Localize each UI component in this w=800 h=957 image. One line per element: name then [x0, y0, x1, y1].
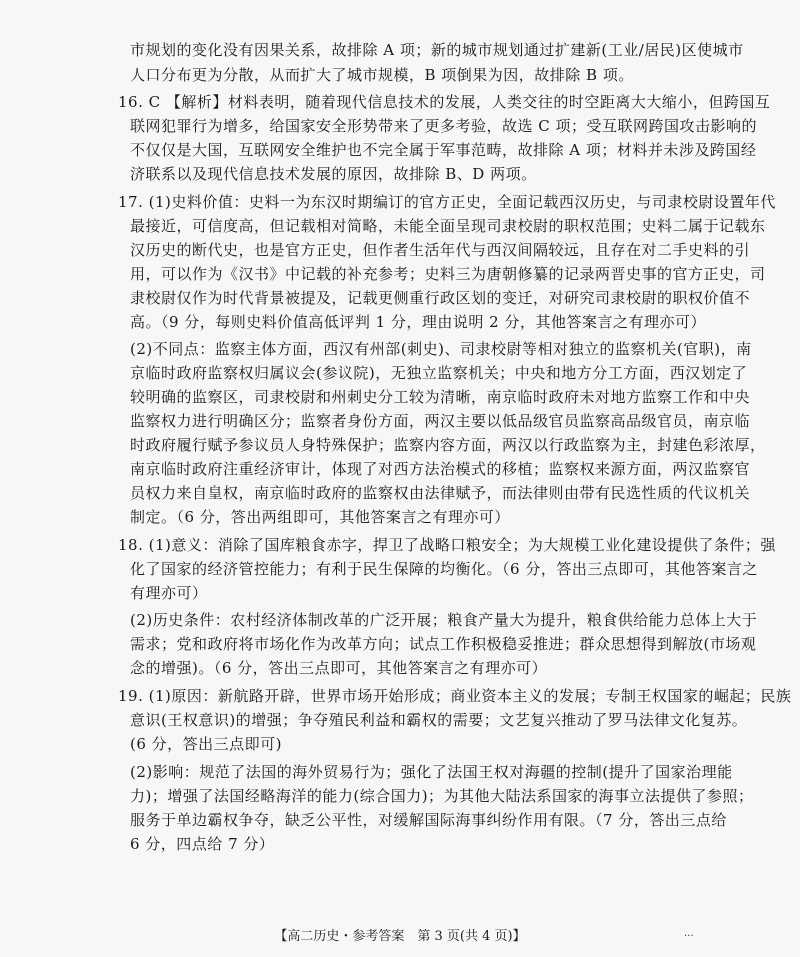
text-line: 济联系以及现代信息技术发展的原因，故排除 B、D 两项。: [130, 165, 537, 183]
text-line: 服务于单边霸权争夺，缺乏公平性，对缓解国际海事纠纷作用有限。（7 分，答出三点给: [130, 811, 727, 829]
text-line: 高。（9 分，每则史料价值高低评判 1 分，理由说明 2 分，其他答案言之有理亦可）: [130, 313, 706, 331]
text-line: 较明确的监察区，司隶校尉和州刺史分工较为清晰，南京临时政府未对地方监察工作和中央: [130, 388, 751, 406]
text-line: (6 分，答出三点即可): [130, 735, 283, 753]
text-line: 京临时政府监察权归属议会(参议院)，无独立监察机关；中央和地方分工方面，西汉划定了: [130, 364, 748, 382]
text-line: 需求；党和政府将市场化作为改革方向；试点工作积极稳妥推进；群众思想得到解放(市场观: [130, 635, 757, 653]
page-footer: 【高二历史・参考答案 第 3 页(共 4 页)】: [274, 929, 526, 944]
text-line: 制定。（6 分，答出两组即可，其他答案言之有理亦可）: [130, 508, 510, 526]
text-line: 时政府履行赋予参议员人身特殊保护；监察内容方面，两汉以行政监察为主，封建色彩浓厚，: [130, 436, 766, 454]
text-line: 6 分，四点给 7 分）: [130, 835, 275, 853]
q19-line: 19. (1)原因：新航路开辟，世界市场开始形成；商业资本主义的发展；专制王权国家的崛起；民族: [118, 687, 792, 705]
text-line: 意识(王权意识)的增强；争夺殖民利益和霸权的需要；文艺复兴推动了罗马法律文化复苏。: [130, 711, 748, 729]
text-line: 化了国家的经济管控能力；有利于民生保障的均衡化。（6 分，答出三点即可，其他答案言之: [130, 560, 758, 578]
text-line: 员权力来自皇权，南京临时政府的监察权由法律赋予，而法律则由带有民选性质的代议机关: [130, 484, 751, 502]
text-line: 汉历史的断代史，也是官方正史，但作者生活年代与西汉间隔较远，且存在对二手史料的引: [130, 241, 751, 259]
text-line: 用，可以作为《汉书》中记载的补充参考；史料三为唐朝修纂的记录两晋史事的官方正史，司: [130, 265, 766, 283]
footer-mark: ...: [684, 928, 694, 939]
text-line: 人口分布更为分散，从而扩大了城市规模，B 项倒果为因，故排除 B 项。: [130, 66, 634, 84]
text-line: 隶校尉仅作为时代背景被提及，记载更侧重行政区划的变迁，对研究司隶校尉的职权价值不: [130, 289, 751, 307]
text-line: (2)影响：规范了法国的海外贸易行为；强化了法国王权对海疆的控制(提升了国家治理能: [130, 763, 733, 781]
text-line: 有理亦可）: [130, 584, 208, 602]
text-line: 力)；增强了法国经略海洋的能力(综合国力)；为其他大陆法系国家的海事立法提供了参照；: [130, 787, 754, 805]
q17-line: 17. (1)史料价值：史料一为东汉时期编订的官方正史，全面记载西汉历史，与司隶校尉设置年代: [118, 193, 776, 211]
text-line: 监察权力进行明确区分；监察者身份方面，两汉主要以低品级官员监察高品级官员，南京临: [130, 412, 751, 430]
text-line: 联网犯罪行为增多，给国家安全形势带来了更多考验，故选 C 项；受互联网跨国攻击影响的: [130, 117, 758, 135]
text-line: 不仅仅是大国，互联网安全维护也不完全属于军事范畴，故排除 A 项；材料并未涉及跨国经: [130, 141, 757, 159]
text-line: 市规划的变化没有因果关系，故排除 A 项；新的城市规划通过扩建新(工业/居民)区使城市: [130, 41, 744, 59]
text-line: 南京临时政府注重经济审计，体现了对西方法治模式的移植；监察权来源方面，两汉监察官: [130, 460, 751, 478]
q16-line: 16. C 【解析】材料表明，随着现代信息技术的发展，人类交往的时空距离大大缩小，但跨国互: [118, 93, 771, 111]
text-line: 念的增强)。（6 分，答出三点即可，其他答案言之有理亦可）: [130, 659, 548, 677]
q18-line: 18. (1)意义：消除了国库粮食赤字，捍卫了战略口粮安全；为大规模工业化建设提供了条件；强: [118, 536, 776, 554]
text-line: (2)不同点：监察主体方面，西汉有州部(刺史)、司隶校尉等相对独立的监察机关(官职)，南: [130, 340, 752, 358]
text-line: 最接近，可信度高，但记载相对简略，未能全面呈现司隶校尉的职权范围；史料二属于记载东: [130, 217, 766, 235]
text-line: (2)历史条件：农村经济体制改革的广泛开展；粮食产量大为提升，粮食供给能力总体上大于: [130, 611, 758, 629]
